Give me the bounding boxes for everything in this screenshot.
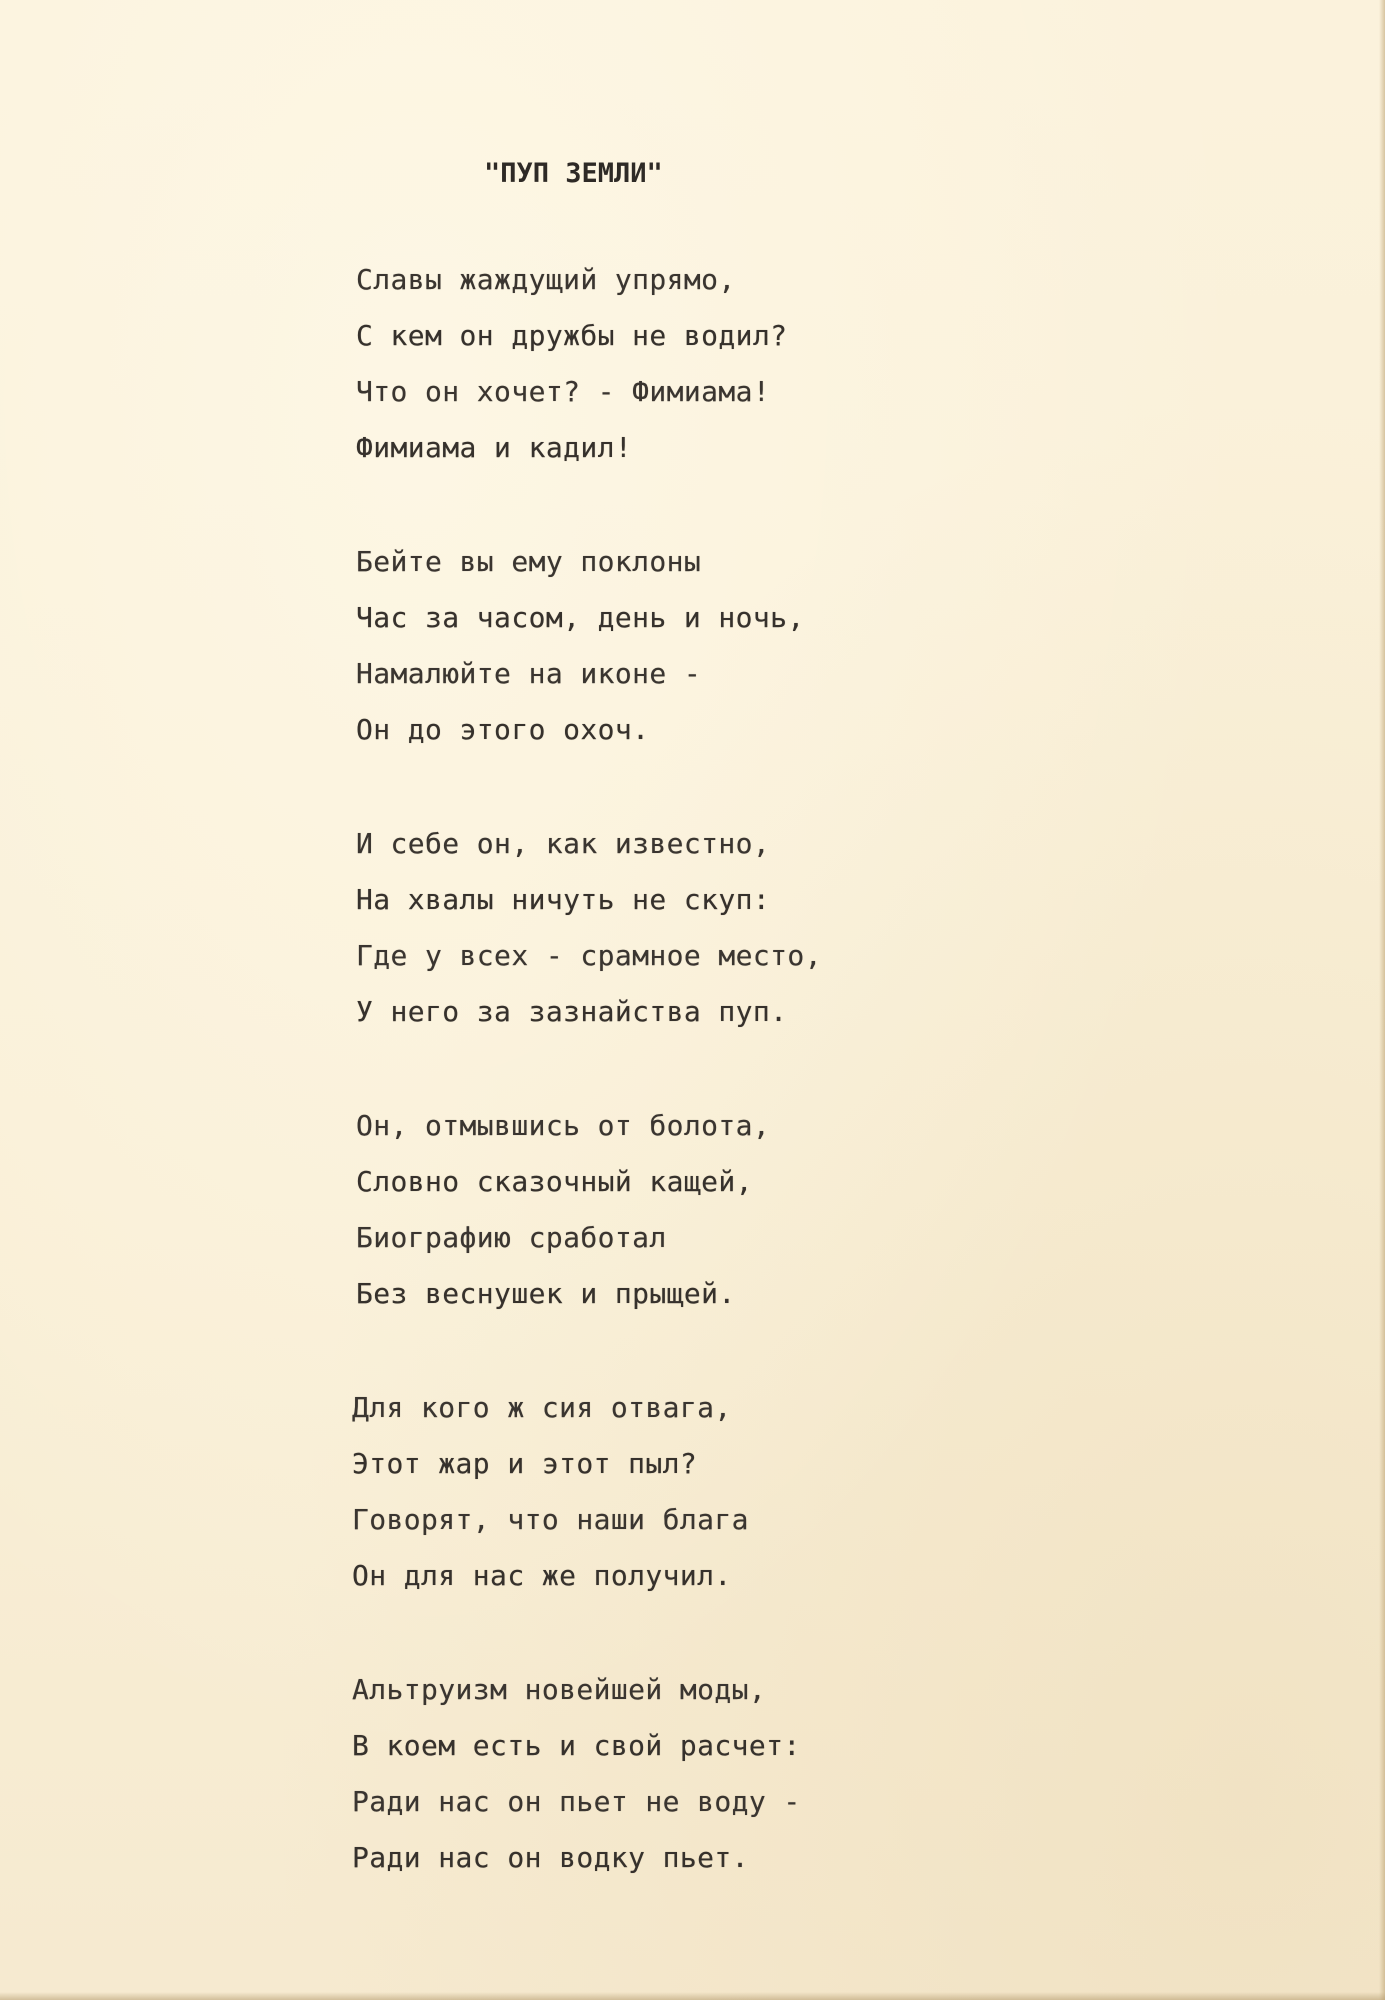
- paper-edge-bottom: [0, 1992, 1385, 2000]
- poem-line: Он, отмывшись от болота,: [356, 1109, 771, 1142]
- poem-line: Этот жар и этот пыл?: [352, 1447, 698, 1480]
- poem-line: Фимиама и кадил!: [356, 431, 633, 464]
- stanza: [356, 1098, 1256, 1322]
- poem-line: Альтруизм новейшей моды,: [352, 1673, 767, 1706]
- stanza: [356, 534, 1256, 758]
- poem-line: Он для нас же получил.: [352, 1559, 732, 1592]
- poem-line: Ради нас он пьет не воду -: [352, 1785, 801, 1818]
- poem-line: Намалюйте на иконе -: [356, 657, 702, 690]
- poem-line: Ради нас он водку пьет.: [352, 1841, 749, 1874]
- poem-line: Говорят, что наши блага: [352, 1503, 749, 1536]
- poem-line: С кем он дружбы не водил?: [356, 319, 788, 352]
- poem-body: [352, 252, 1256, 1944]
- stanza: [352, 1380, 1256, 1604]
- stanza: [352, 1662, 1256, 1886]
- poem-line: Что он хочет? - Фимиама!: [356, 375, 771, 408]
- paper-edge-right: [1379, 0, 1385, 2000]
- poem-line: Час за часом, день и ночь,: [356, 601, 805, 634]
- poem-line: Он до этого охоч.: [356, 713, 650, 746]
- poem-title: "ПУП ЗЕМЛИ": [484, 158, 663, 189]
- poem-line: У него за зазнайства пуп.: [356, 995, 788, 1028]
- poem-line: Славы жаждущий упрямо,: [356, 263, 736, 296]
- poem-line: Словно сказочный кащей,: [356, 1165, 753, 1198]
- poem-line: Биографию сработал: [356, 1221, 667, 1254]
- poem-line: Где у всех - срамное место,: [356, 939, 822, 972]
- poem-line: На хвалы ничуть не скуп:: [356, 883, 771, 916]
- stanza: [356, 252, 1256, 476]
- poem-line: Бейте вы ему поклоны: [356, 545, 702, 578]
- poem-line: В коем есть и свой расчет:: [352, 1729, 801, 1762]
- stanza: [356, 816, 1256, 1040]
- poem-line: И себе он, как известно,: [356, 827, 771, 860]
- poem-line: Для кого ж сия отвага,: [352, 1391, 732, 1424]
- poem-line: Без веснушек и прыщей.: [356, 1277, 736, 1310]
